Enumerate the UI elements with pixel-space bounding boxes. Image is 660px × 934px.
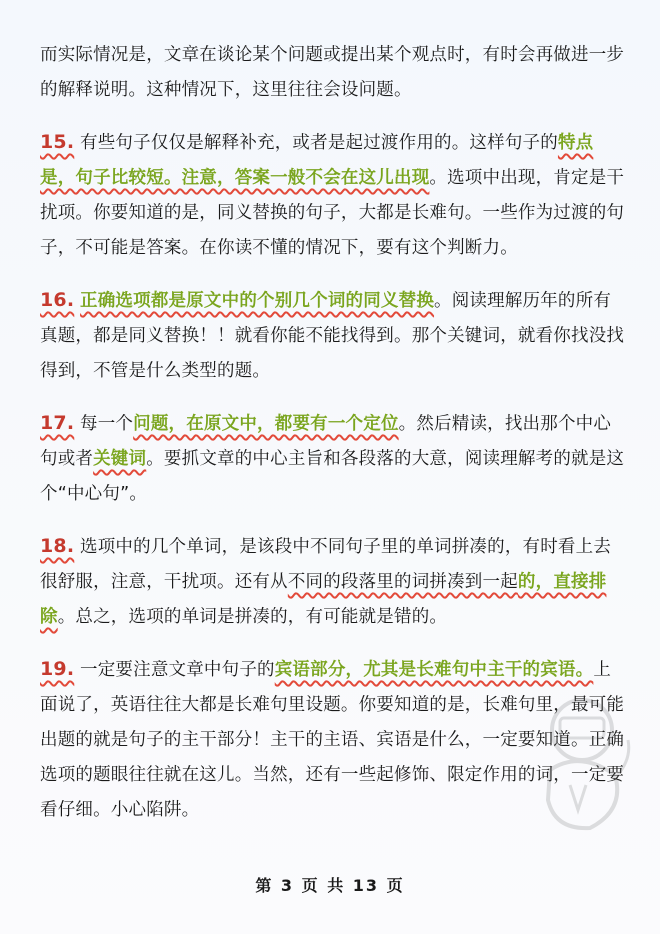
body-text: 而实际情况是，文章在谈论某个问题或提出某个观点时，有时会再做进一步的解释说明。这种情况下，这里往往会设问题。	[40, 45, 625, 100]
highlighted-text: 问题，在原文中，都要有一个定位	[133, 414, 399, 434]
watermark-icon	[520, 690, 640, 840]
body-text: 。选项中出现，肯定是干扰项。你要知道的是，同义替换的句子，大都是长难句。一些作为过渡的句子，不可能是答案。在你读不懂的情况下，要有这个判断力。	[40, 168, 625, 258]
body-text: 。要抓文章的中心主旨和各段落的大意，阅读理解考的就是这个“中心句”。	[40, 449, 625, 504]
paragraph	[40, 38, 626, 108]
body-text: 。阅读理解历年的所有真题，都是同义替换！！就看你能不能找得到。那个关键词，就看你找没找得到，不管是什么类型的题。	[40, 291, 625, 381]
body-text: 一定要注意文章中句子的	[74, 660, 275, 680]
paragraph	[40, 529, 626, 635]
page-footer	[0, 873, 660, 896]
highlighted-text: 关键词	[93, 449, 147, 469]
underlined-text: 不同的段落里的词拼凑到一起	[287, 572, 518, 592]
highlighted-text: 特点是，句子比较短。注意，答案一般不会在这儿出现	[40, 133, 594, 188]
body-text: 。然后精读，找出那个中心句或者	[40, 414, 612, 469]
body-text: 每一个	[74, 414, 134, 434]
body-text: 选项中的几个单词，是该段中不同句子里的单词拼凑的，有时看上去很舒服，注意，干扰项。还有从	[40, 537, 612, 592]
highlighted-text: 的，直接排除	[40, 572, 607, 627]
body-text: 有些句子仅仅是解释补充，或者是起过渡作用的。这样句子的	[74, 133, 558, 153]
paragraph	[40, 406, 626, 512]
item-number: 16.	[40, 289, 75, 311]
highlighted-text: 宾语部分，尤其是长难句中主干的宾语。	[274, 660, 594, 680]
paragraph	[40, 125, 626, 266]
item-number: 17.	[40, 412, 75, 434]
item-number: 19.	[40, 658, 75, 680]
paragraph	[40, 283, 626, 389]
body-text: 上面说了，英语往往大都是长难句里设题。你要知道的是，长难句里，最可能出题的就是句子的主干部分！主干的主语、宾语是什么，一定要知道。正确选项的题眼往往就在这儿。当然，还有一些起修饰、限定作用的词，一定要看仔细。小心陷阱。	[40, 660, 625, 820]
body-text: 。总之，选项的单词是拼凑的，有可能就是错的。	[57, 607, 448, 627]
item-number: 18.	[40, 535, 75, 557]
page-number-label: 第 3 页 共 13 页	[255, 876, 405, 895]
item-number: 15.	[40, 131, 75, 153]
highlighted-text: 正确选项都是原文中的个别几个词的同义替换	[80, 291, 435, 311]
